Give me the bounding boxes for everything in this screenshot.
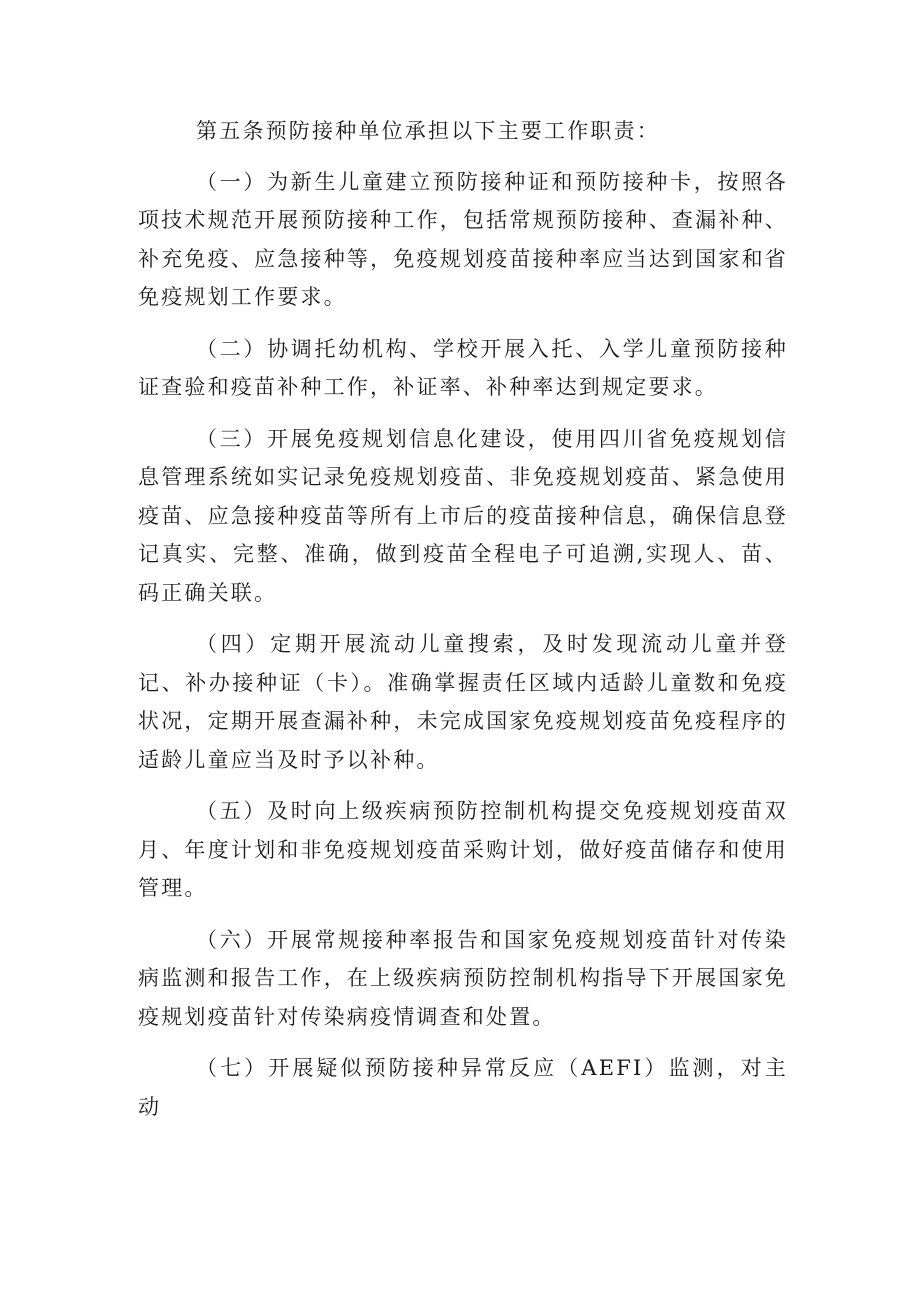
paragraph-4: （四）定期开展流动儿童搜索，及时发现流动儿童并登记、补办接种证（卡）。准确掌握责任区域内适龄儿童数和免疫状况，定期开展查漏补种，未完成国家免疫规划疫苗免疫程序的适龄儿童应当及时予以补种。 bbox=[138, 632, 788, 772]
paragraph-7: （七）开展疑似预防接种异常反应（AEFI）监测，对主动 bbox=[138, 1056, 788, 1119]
paragraph-5: （五）及时向上级疾病预防控制机构提交免疫规划疫苗双月、年度计划和非免疫规划疫苗采购计划，做好疫苗储存和使用管理。 bbox=[138, 799, 788, 900]
article-heading: 第五条预防接种单位承担以下主要工作职责： bbox=[196, 119, 660, 143]
paragraph-3: （三）开展免疫规划信息化建设，使用四川省免疫规划信息管理系统如实记录免疫规划疫苗、非免疫规划疫苗、紧急使用疫苗、应急接种疫苗等所有上市后的疫苗接种信息，确保信息登记真实、完整、准确，做到疫苗全程电子可追溯,实现人、苗、码正确关联。 bbox=[138, 426, 788, 605]
paragraph-6: （六）开展常规接种率报告和国家免疫规划疫苗针对传染病监测和报告工作，在上级疾病预防控制机构指导下开展国家免疫规划疫苗针对传染病疫情调查和处置。 bbox=[138, 927, 788, 1029]
paragraph-1: （一）为新生儿童建立预防接种证和预防接种卡，按照各项技术规范开展预防接种工作，包括常规预防接种、查漏补种、补充免疫、应急接种等，免疫规划疫苗接种率应当达到国家和省免疫规划工作要求。 bbox=[138, 169, 788, 309]
paragraph-2: （二）协调托幼机构、学校开展入托、入学儿童预防接种证查验和疫苗补种工作，补证率、补种率达到规定要求。 bbox=[138, 336, 788, 399]
document-body bbox=[138, 112, 788, 1139]
